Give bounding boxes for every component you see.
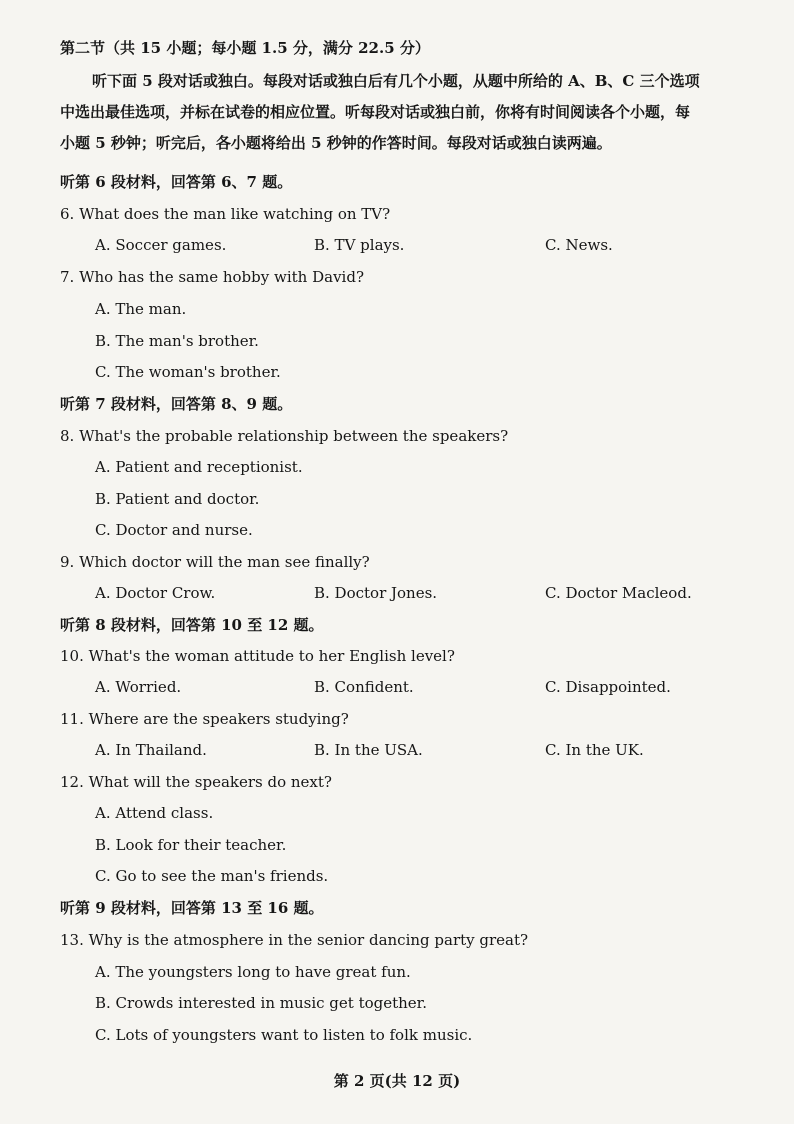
option-c[interactable]: C. Doctor Macleod. [545,584,692,602]
section-title: 第二节 [60,39,106,57]
question-stem: 12. What will the speakers do next? [60,773,332,791]
group-header: 听第 7 段材料，回答第 8、9 题。 [60,395,293,413]
option-a[interactable]: A. Soccer games. [95,236,227,254]
option-a[interactable]: A. Worried. [95,678,182,696]
option-c[interactable]: C. The woman's brother. [95,363,281,381]
option-c[interactable]: C. Doctor and nurse. [95,521,253,539]
option-a[interactable]: A. The man. [95,300,187,318]
option-b[interactable]: B. Look for their teacher. [95,836,287,854]
question-stem: 9. Which doctor will the man see finally? [60,553,370,571]
option-a[interactable]: A. In Thailand. [95,741,207,759]
option-b[interactable]: B. TV plays. [314,236,405,254]
group-header: 听第 9 段材料，回答第 13 至 16 题。 [60,899,324,917]
question-stem: 7. Who has the same hobby with David? [60,268,364,286]
group-header: 听第 8 段材料，回答第 10 至 12 题。 [60,616,324,634]
section-heading [60,38,430,58]
option-a[interactable]: A. Attend class. [95,804,214,822]
instructions-line: 听下面 5 段对话或独白。每段对话或独白后有几个小题，从题中所给的 A、B、C 三个选项 [92,72,700,90]
option-b[interactable]: B. Patient and doctor. [95,490,260,508]
section-instructions [60,66,750,159]
page-number: 第 2 页(共 12 页) [333,1072,461,1090]
question-stem: 10. What's the woman attitude to her English level? [60,647,455,665]
group-header: 听第 6 段材料，回答第 6、7 题。 [60,173,293,191]
option-c[interactable]: C. Lots of youngsters want to listen to folk music. [95,1026,473,1044]
option-c[interactable]: C. In the UK. [545,741,644,759]
instructions-line: 小题 5 秒钟；听完后，各小题将给出 5 秒钟的作答时间。每段对话或独白读两遍。 [60,134,612,152]
option-b[interactable]: B. Doctor Jones. [314,584,438,602]
option-c[interactable]: C. Go to see the man's friends. [95,867,329,885]
option-c[interactable]: C. Disappointed. [545,678,671,696]
option-b[interactable]: B. In the USA. [314,741,423,759]
option-c[interactable]: C. News. [545,236,613,254]
question-stem: 6. What does the man like watching on TV? [60,205,391,223]
option-b[interactable]: B. The man's brother. [95,332,259,350]
option-b[interactable]: B. Crowds interested in music get together. [95,994,427,1012]
instructions-line: 中选出最佳选项，并标在试卷的相应位置。听每段对话或独白前，你将有时间阅读各个小题，每 [60,103,691,121]
question-stem: 11. Where are the speakers studying? [60,710,349,728]
question-stem: 8. What's the probable relationship between the speakers? [60,427,509,445]
option-a[interactable]: A. Patient and receptionist. [95,458,303,476]
section-scoring: （共 15 小题；每小题 1.5 分，满分 22.5 分） [105,39,430,57]
option-a[interactable]: A. Doctor Crow. [95,584,216,602]
option-a[interactable]: A. The youngsters long to have great fun. [95,963,411,981]
question-stem: 13. Why is the atmosphere in the senior dancing party great? [60,931,529,949]
option-b[interactable]: B. Confident. [314,678,414,696]
